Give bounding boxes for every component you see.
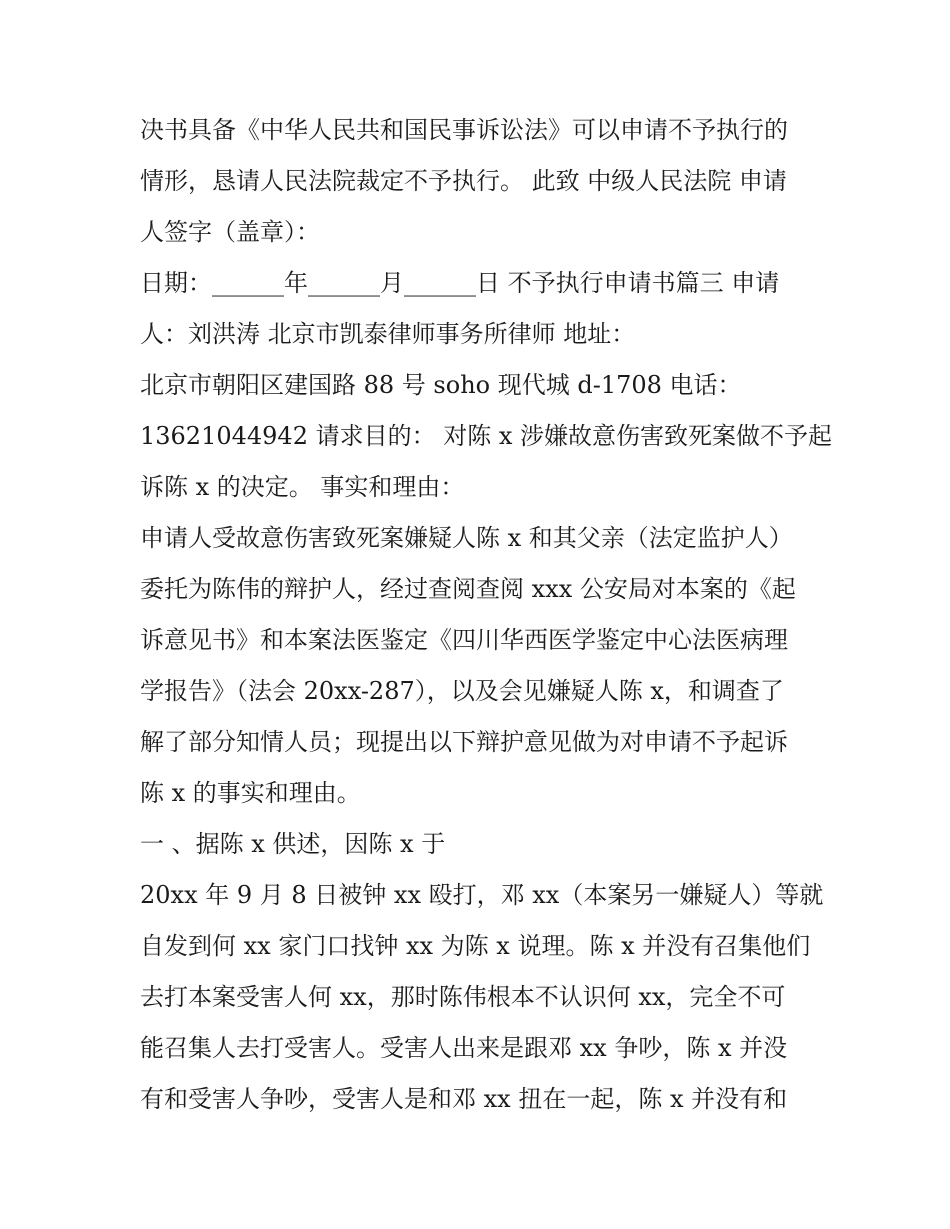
text-line: 去打本案受害人何 xx，那时陈伟根本不认识何 xx，完全不可 bbox=[140, 983, 786, 1011]
text-line: 诉意见书》和本案法医鉴定《四川华西医学鉴定中心法医病理 bbox=[140, 626, 788, 654]
text-line: 一 、据陈 x 供述，因陈 x 于 bbox=[140, 830, 446, 858]
text-line: 能召集人去打受害人。受害人出来是跟邓 xx 争吵，陈 x 并没 bbox=[140, 1034, 788, 1062]
text-line: 人：刘洪涛 北京市凯泰律师事务所律师 地址： bbox=[140, 320, 636, 348]
text-line: 北京市朝阳区建国路 88 号 soho 现代城 d-1708 电话： bbox=[140, 371, 742, 399]
text-line: 日期：______年______月______日 不予执行申请书篇三 申请 bbox=[140, 269, 780, 297]
document-body bbox=[140, 105, 840, 1125]
text-line: 人签字（盖章）： bbox=[140, 218, 320, 246]
text-line: 有和受害人争吵，受害人是和邓 xx 扭在一起，陈 x 并没有和 bbox=[140, 1085, 788, 1113]
text-line: 解了部分知情人员；现提出以下辩护意见做为对申请不予起诉 bbox=[140, 728, 788, 756]
text-line: 13621044942 请求目的： 对陈 x 涉嫌故意伤害致死案做不予起 bbox=[140, 422, 833, 450]
text-line: 自发到何 xx 家门口找钟 xx 为陈 x 说理。陈 x 并没有召集他们 bbox=[140, 932, 811, 960]
text-line: 陈 x 的事实和理由。 bbox=[140, 779, 361, 807]
text-line: 20xx 年 9 月 8 日被钟 xx 殴打，邓 xx（本案另一嫌疑人）等就 bbox=[140, 881, 824, 909]
text-line: 申请人受故意伤害致死案嫌疑人陈 x 和其父亲（法定监护人） bbox=[140, 524, 793, 552]
text-line: 学报告》（法会 20xx-287），以及会见嫌疑人陈 x，和调查了 bbox=[140, 677, 784, 705]
text-line: 委托为陈伟的辩护人，经过查阅查阅 xxx 公安局对本案的《起 bbox=[140, 575, 796, 603]
text-line: 情形，恳请人民法院裁定不予执行。 此致 中级人民法院 申请 bbox=[140, 167, 787, 195]
text-line: 诉陈 x 的决定。 事实和理由： bbox=[140, 473, 465, 501]
text-line: 决书具备《中华人民共和国民事诉讼法》可以申请不予执行的 bbox=[140, 116, 788, 144]
